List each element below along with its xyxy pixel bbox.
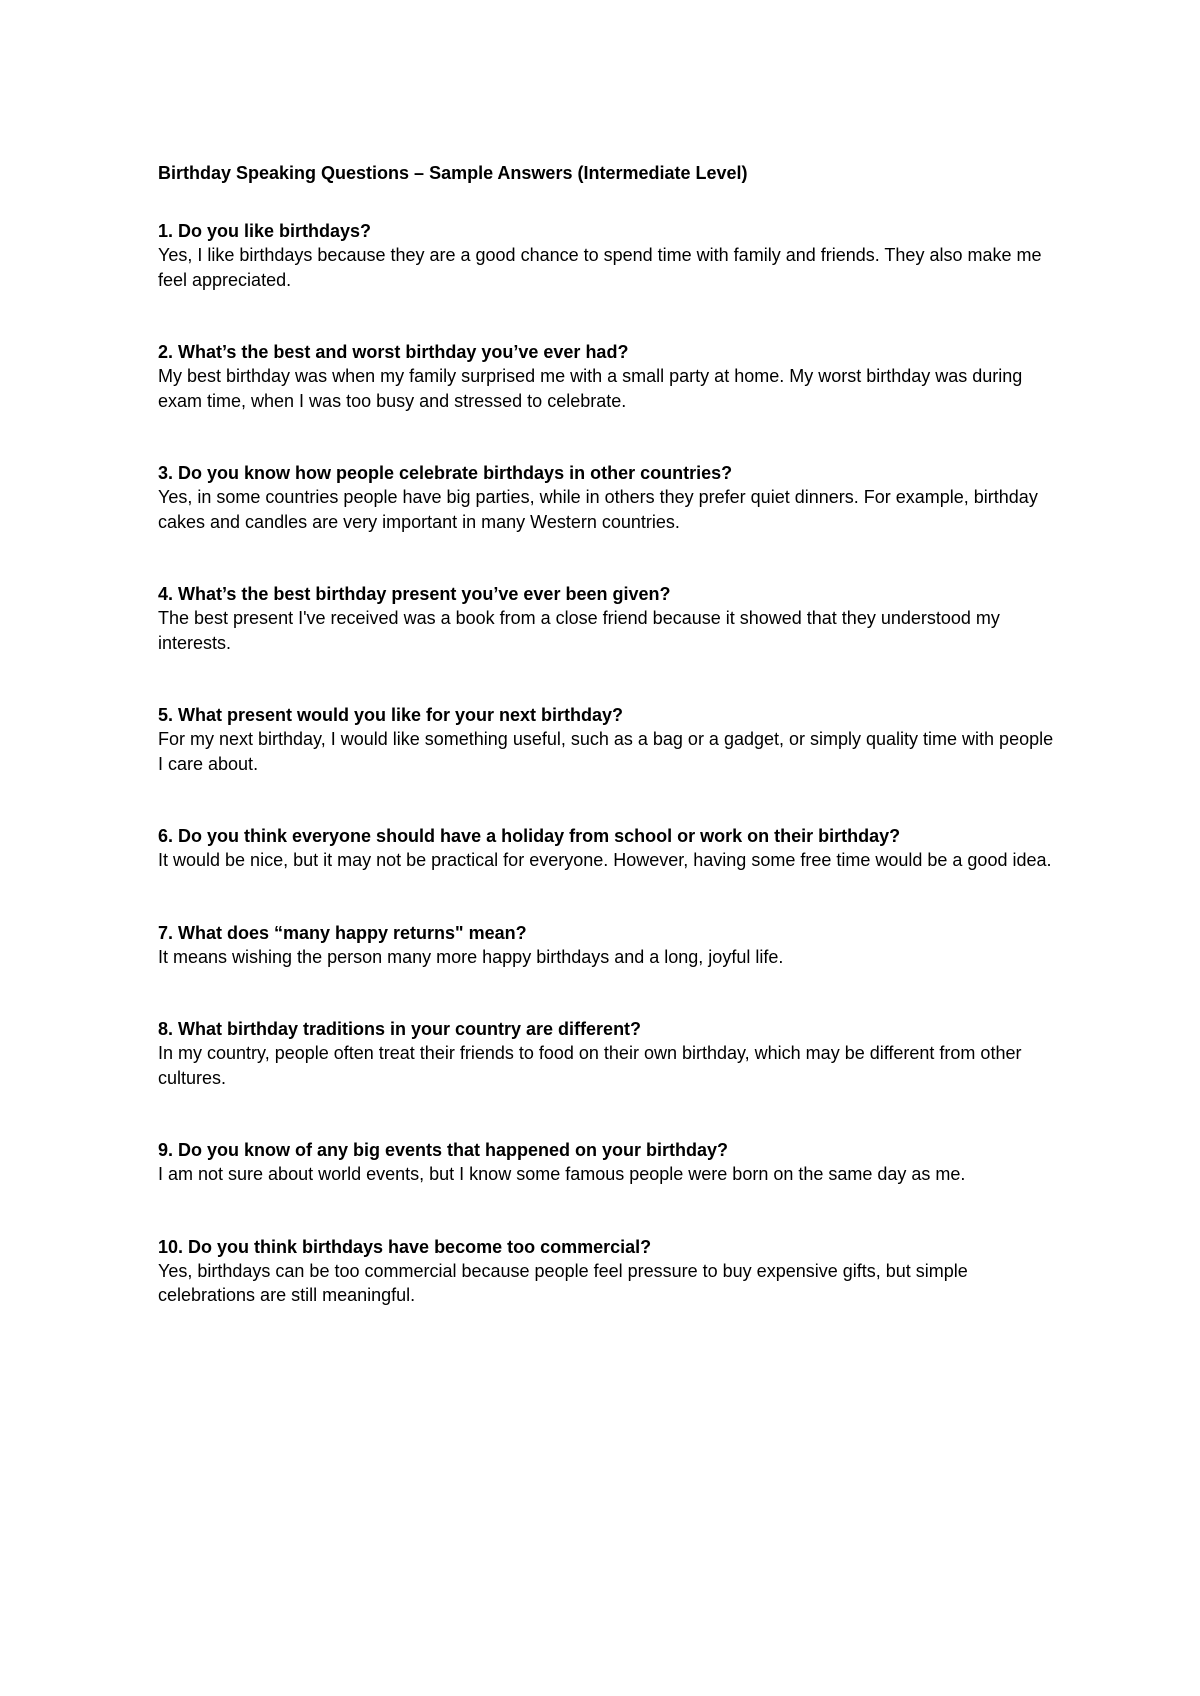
qa-item [158,582,1058,655]
answer-text: The best present I've received was a book from a close friend because it showed that they understood my interests. [158,608,1000,653]
qa-item [158,1017,1058,1090]
question-text: 8. What birthday traditions in your country are different? [158,1019,642,1039]
question-text: 5. What present would you like for your next birthday? [158,705,624,725]
qa-item [158,219,1058,292]
answer-text: Yes, I like birthdays because they are a good chance to spend time with family and friends. They also make me feel appreciated. [158,245,1042,290]
question-text: 7. What does “many happy returns" mean? [158,922,527,943]
document-title: Birthday Speaking Questions – Sample Answers (Intermediate Level) [158,163,748,183]
question-text: 3. Do you know how people celebrate birthdays in other countries? [158,463,733,483]
qa-item [158,1235,1058,1308]
question-text: 9. Do you know of any big events that happened on your birthday? [158,1140,729,1160]
answer-text: Yes, birthdays can be too commercial because people feel pressure to buy expensive gifts, but simple celebrations are still meaningful. [158,1260,968,1305]
qa-item [158,921,1058,970]
question-text: 1. Do you like birthdays? [158,221,372,241]
answer-text: Yes, in some countries people have big parties, while in others they prefer quiet dinners. For example, birthday cakes and candles are very important in many Western countries. [158,487,1038,532]
answer-text: For my next birthday, I would like something useful, such as a bag or a gadget, or simply quality time with people I care about. [158,729,1054,774]
qa-item [158,461,1058,534]
qa-item [158,1138,1058,1187]
answer-text: It means wishing the person many more happy birthdays and a long, joyful life. [158,946,784,967]
question-text: 4. What’s the best birthday present you’ve ever been given? [158,584,671,604]
document-content [158,161,1058,1356]
question-text: 2. What’s the best and worst birthday you’ve ever had? [158,342,629,362]
answer-text: I am not sure about world events, but I know some famous people were born on the same day as me. [158,1164,966,1184]
question-text: 10. Do you think birthdays have become too commercial? [158,1236,652,1257]
qa-list [158,219,1058,1308]
qa-item [158,703,1058,776]
qa-item [158,824,1058,873]
answer-text: In my country, people often treat their friends to food on their own birthday, which may be different from other cultures. [158,1043,1022,1088]
question-text: 6. Do you think everyone should have a holiday from school or work on their birthday? [158,826,901,846]
qa-item [158,340,1058,413]
answer-text: It would be nice, but it may not be practical for everyone. However, having some free time would be a good idea. [158,850,1052,870]
answer-text: My best birthday was when my family surprised me with a small party at home. My worst birthday was during exam time, when I was too busy and stressed to celebrate. [158,366,1023,411]
